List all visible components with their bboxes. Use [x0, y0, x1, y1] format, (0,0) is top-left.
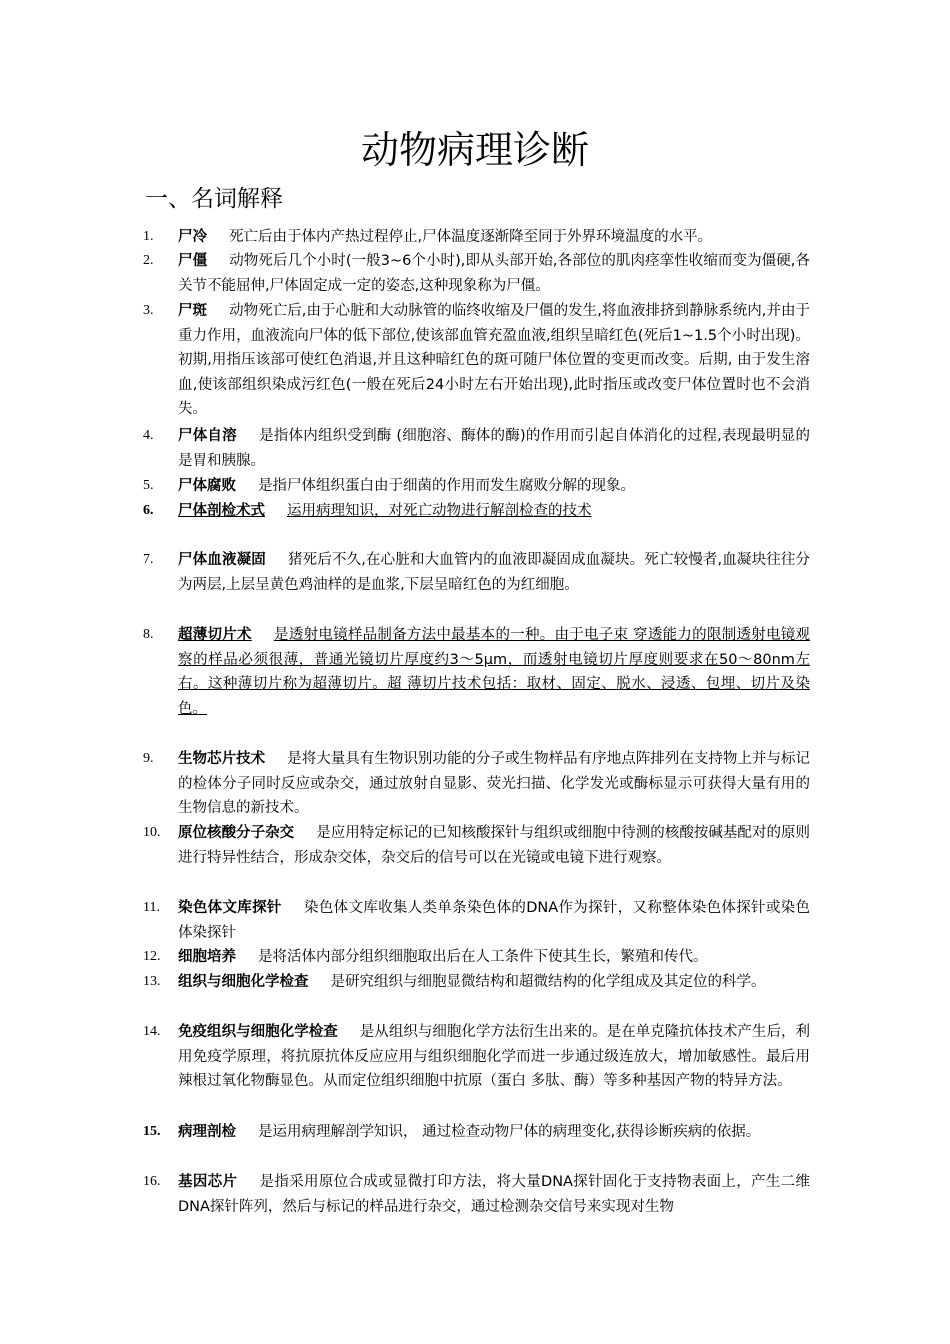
item-number: 14.: [143, 1024, 161, 1039]
item-definition: 是将活体内部分组织细胞取出后在人工条件下使其生长，繁殖和传代。: [258, 949, 708, 965]
item-definition: 是运用病理解剖学知识， 通过检查动物尸体的病理变化,获得诊断疾病的依据。: [258, 1124, 761, 1140]
item-term: 尸体腐败: [178, 478, 236, 494]
item-term: 尸僵: [178, 253, 208, 269]
item-term: 超薄切片术: [178, 627, 252, 643]
item-definition: 是指采用原位合成或显微打印方法，将大量DNA探针固化于支持物表面上，产生二维DNA探针阵列，然后与标记的样品进行杂交，通过检测杂交信号来实现对生物: [178, 1174, 810, 1215]
item-number: 15.: [143, 1124, 161, 1139]
item-number: 12.: [143, 949, 161, 964]
item-number: 13.: [143, 974, 161, 989]
item-term: 染色体文库探针: [178, 900, 282, 916]
item-number: 3.: [143, 303, 154, 318]
item-term: 生物芯片技术: [178, 751, 266, 767]
section-heading: 一、名词解释: [145, 186, 283, 212]
item-definition: 是研究组织与细胞显微结构和超微结构的化学组成及其定位的科学。: [330, 974, 766, 990]
item-term: 尸体血液凝固: [178, 552, 266, 568]
item-term: 尸体自溶: [178, 428, 237, 444]
item-number: 6.: [143, 503, 154, 518]
item-definition: 死亡后由于体内产热过程停止,尸体温度逐渐降至同于外界环境温度的水平。: [229, 229, 713, 245]
item-definition: 是应用特定标记的已知核酸探针与组织或细胞中待测的核酸按碱基配对的原则进行特异性结合，形成杂交体，杂交后的信号可以在光镜或电镜下进行观察。: [178, 825, 811, 866]
item-number: 16.: [143, 1174, 161, 1189]
item-definition: 猪死后不久,在心脏和大血管内的血液即凝固成血凝块。死亡较慢者,血凝块往往分为两层,上层呈黄色鸡油样的是血浆,下层呈暗红色的为红细胞。: [178, 552, 811, 593]
item-definition: 是指体内组织受到酶 (细胞溶、酶体的酶)的作用而引起自体消化的过程,表现最明显的是胃和胰腺。: [178, 428, 811, 469]
item-term: 病理剖检: [178, 1124, 236, 1140]
item-number: 11.: [143, 900, 160, 915]
item-number: 10.: [143, 825, 161, 840]
item-term: 尸体剖检术式: [178, 503, 265, 519]
item-term: 组织与细胞化学检查: [178, 974, 309, 990]
item-number: 1.: [143, 229, 154, 244]
item-definition: 是从组织与细胞化学方法衍生出来的。是在单克隆抗体技术产生后，利用免疫学原理，将抗原抗体反应应用与组织细胞化学而进一步通过级连放大，增加敏感性。最后用辣根过氧化物酶显色。从而定位组织细胞中抗原（蛋白 多肽、酶）等多种基因产物的特异方法。: [178, 1024, 811, 1089]
item-number: 5.: [143, 478, 154, 493]
item-term: 尸斑: [178, 303, 208, 319]
item-term: 细胞培养: [178, 949, 236, 965]
item-definition: 染色体文库收集人类单条染色体的DNA作为探针，又称整体染色体探针或染色体染探针: [178, 900, 810, 941]
item-definition: 是将大量具有生物识别功能的分子或生物样品有序地点阵排列在支持物上并与标记的检体分子同时反应或杂交，通过放射自显影、荧光扫描、化学发光或酶标显示可获得大量有用的生物信息的新技术。: [178, 751, 811, 816]
item-number: 9.: [143, 751, 154, 766]
item-definition: 是透射电镜样品制备方法中最基本的一种。由于电子束 穿透能力的限制透射电镜观察的样品必须很薄，普通光镜切片厚度约3～5μm，而透射电镜切片厚度则要求在50～80nm左右。这种薄切片称为超薄切片。超 薄切片技术包括：取材、固定、脱水、浸透、包埋、切片及染色。: [178, 627, 810, 717]
item-definition: 动物死后几个小时(一般3~6个小时),即从头部开始,各部位的肌肉痉挛性收缩而变为僵硬,各关节不能屈伸,尸体固定成一定的姿态,这种现象称为尸僵。: [178, 253, 810, 294]
item-number: 8.: [143, 627, 154, 642]
item-term: 免疫组织与细胞化学检查: [178, 1024, 338, 1040]
item-number: 2.: [143, 253, 154, 268]
item-term: 基因芯片: [178, 1174, 238, 1190]
item-term: 原位核酸分子杂交: [178, 825, 295, 841]
page-title: 动物病理诊断: [360, 128, 589, 172]
item-definition: 动物死亡后,由于心脏和大动脉管的临终收缩及尸僵的发生,将血液排挤到静脉系统内,并由于重力作用，血液流向尸体的低下部位,使该部血管充盈血液,组织呈暗红色(死后1~1.5个小时出现)。初期,用指压该部可使红色消退,并且这种暗红色的斑可随尸体位置的变更而改变。后期, 由于发生溶血,使该部组织染成污红色(一般在死后24小时左右开始出现),此时指压或改变尸体位置时也不会消失。: [178, 303, 810, 417]
item-number: 4.: [143, 428, 154, 443]
item-definition: 是指尸体组织蛋白由于细菌的作用而发生腐败分解的现象。: [258, 478, 635, 494]
item-term: 尸冷: [178, 229, 207, 245]
item-number: 7.: [143, 552, 154, 567]
item-definition: 运用病理知识，对死亡动物进行解剖检查的技术: [287, 503, 592, 519]
